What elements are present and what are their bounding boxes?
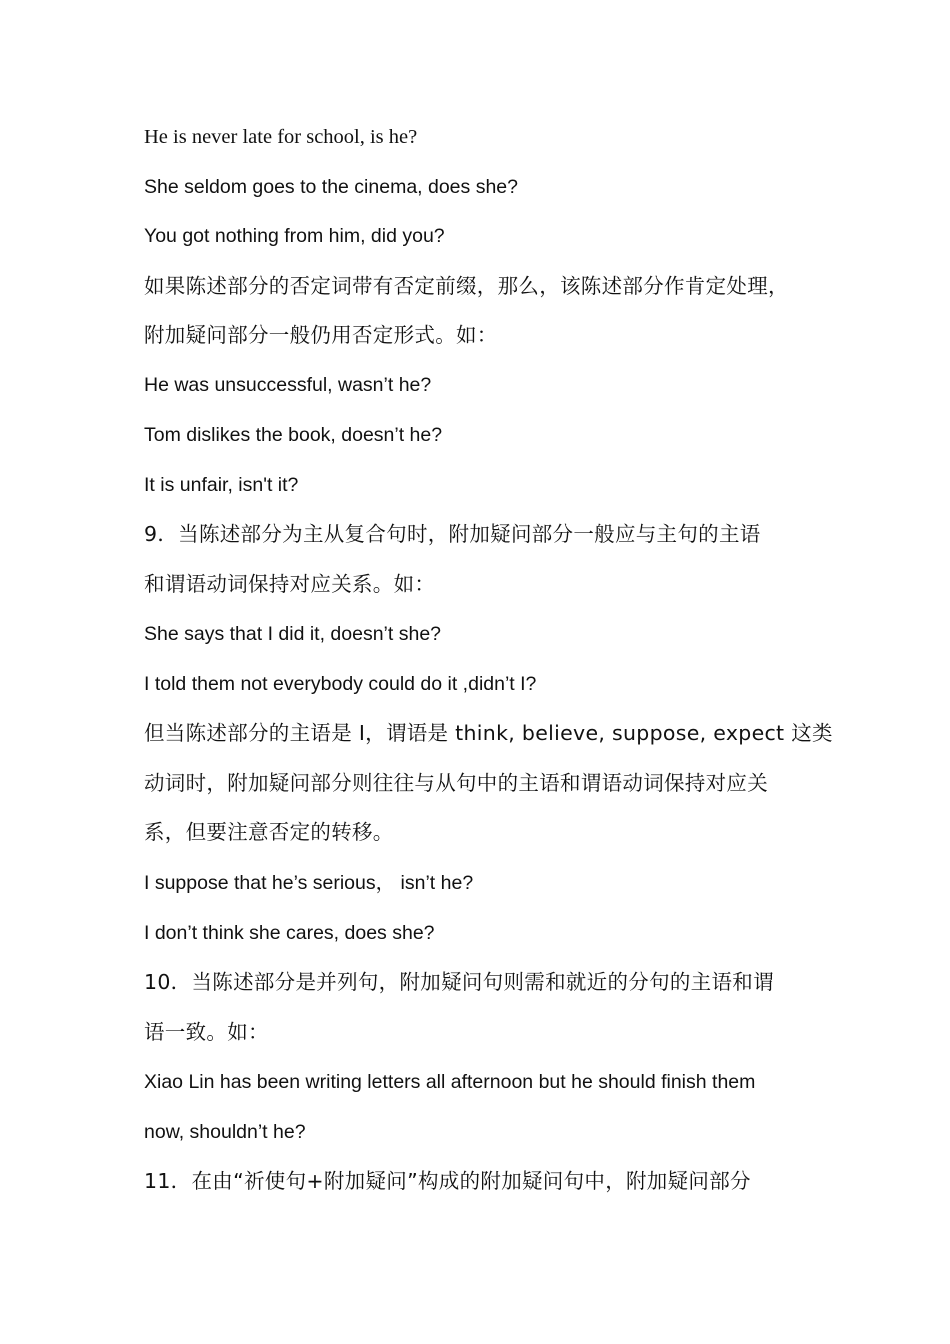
example-sentence: He is never late for school, is he? (144, 126, 418, 148)
example-sentence: He was unsuccessful, wasn’t he? (144, 374, 432, 396)
example-sentence: Xiao Lin has been writing letters all afternoon but he should finish them (144, 1071, 756, 1093)
rule-text: 但当陈述部分的主语是 I，谓语是 think, believe, suppose, expect 这类 (144, 721, 833, 745)
example-sentence: now, shouldn’t he? (144, 1121, 306, 1143)
rule-heading: 9．当陈述部分为主从复合句时，附加疑问部分一般应与主句的主语 (144, 522, 761, 546)
example-sentence: It is unfair, isn't it? (144, 474, 299, 496)
example-sentence: I suppose that he’s serious， isn’t he? (144, 872, 474, 894)
example-sentence: She says that I did it, doesn’t she? (144, 623, 442, 645)
rule-text: 动词时，附加疑问部分则往往与从句中的主语和谓语动词保持对应关 (144, 771, 768, 795)
rule-text: 附加疑问部分一般仍用否定形式。如： (144, 323, 498, 347)
example-sentence: She seldom goes to the cinema, does she? (144, 176, 518, 198)
rule-text: 如果陈述部分的否定词带有否定前缀，那么，该陈述部分作肯定处理， (144, 274, 789, 298)
example-sentence: I don’t think she cares, does she? (144, 922, 435, 944)
rule-heading: 10．当陈述部分是并列句，附加疑问句则需和就近的分句的主语和谓 (144, 970, 774, 994)
example-sentence: You got nothing from him, did you? (144, 225, 445, 247)
example-sentence: I told them not everybody could do it ,didn’t I? (144, 673, 537, 695)
example-sentence: Tom dislikes the book, doesn’t he? (144, 424, 443, 446)
rule-heading: 11．在由“祈使句+附加疑问”构成的附加疑问句中，附加疑问部分 (144, 1169, 751, 1193)
rule-text: 系，但要注意否定的转移。 (144, 820, 394, 844)
rule-text: 语一致。如： (144, 1020, 269, 1044)
rule-text: 和谓语动词保持对应关系。如： (144, 572, 436, 596)
